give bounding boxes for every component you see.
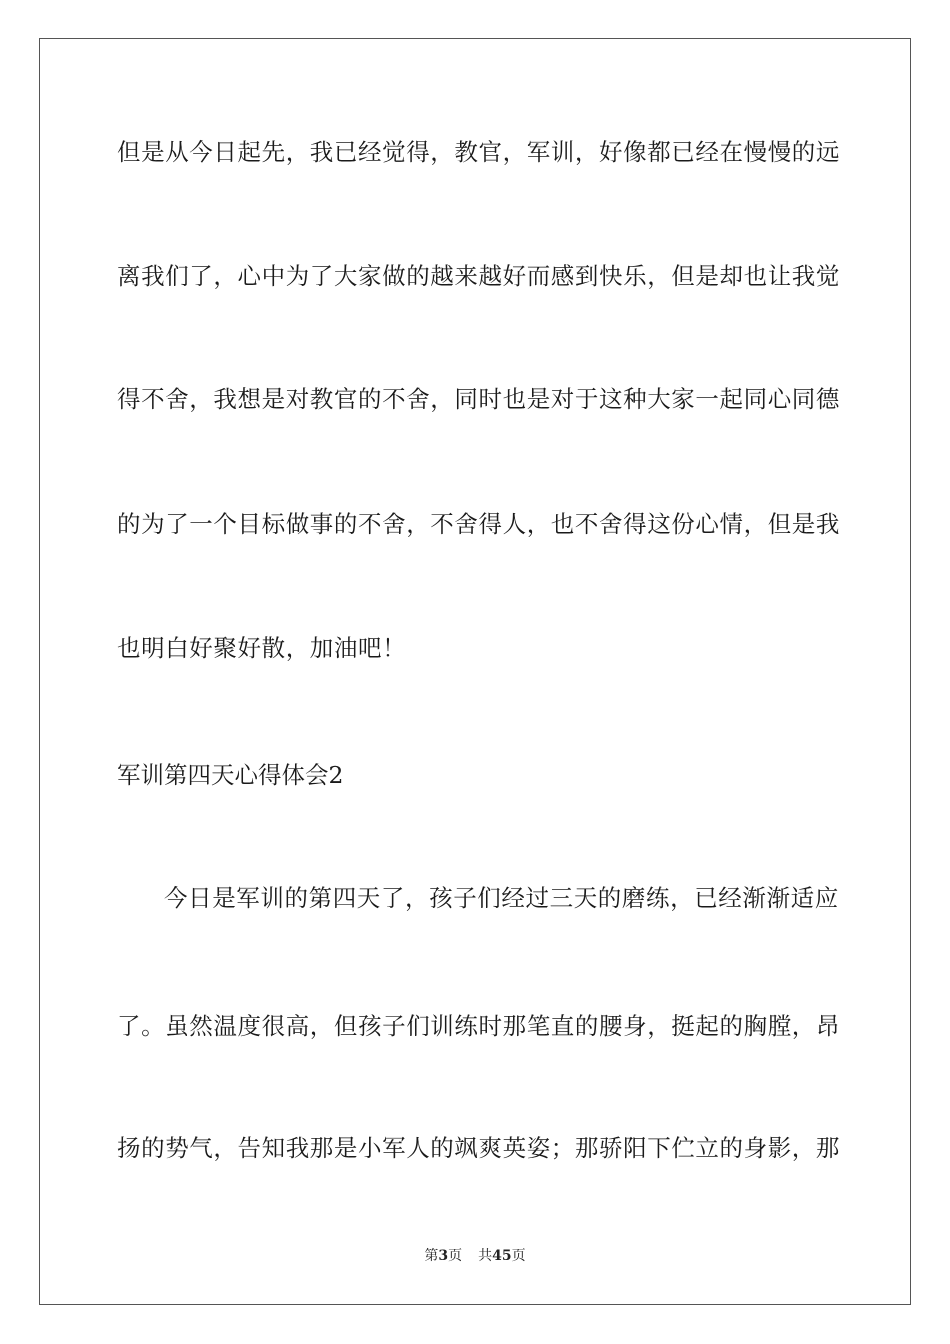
body-text-line: 扬的势气，告知我那是小军人的飒爽英姿；那骄阳下伫立的身影，那	[117, 1134, 840, 1162]
footer-page-prefix: 第	[424, 1248, 439, 1264]
footer-total-suffix: 页	[511, 1248, 526, 1264]
body-text-line: 的为了一个目标做事的不舍，不舍得人，也不舍得这份心情，但是我	[117, 510, 840, 538]
body-text-line: 离我们了，心中为了大家做的越来越好而感到快乐，但是却也让我觉	[117, 262, 840, 290]
footer-total-pages: 45	[492, 1248, 512, 1264]
body-text-line: 也明白好聚好散，加油吧！	[117, 634, 407, 662]
footer-total-prefix: 共	[478, 1248, 493, 1264]
page-border	[39, 38, 911, 1305]
section-title: 军训第四天心得体会2	[117, 761, 344, 789]
footer-page-number: 3	[438, 1248, 449, 1264]
body-text-line: 得不舍，我想是对教官的不舍，同时也是对于这种大家一起同心同德	[117, 385, 840, 413]
footer-page-suffix: 页	[448, 1248, 463, 1264]
page-footer	[0, 1247, 950, 1265]
body-text-line: 了。虽然温度很高，但孩子们训练时那笔直的腰身，挺起的胸膛，昂	[117, 1012, 840, 1040]
body-text-line: 今日是军训的第四天了，孩子们经过三天的磨练，已经渐渐适应	[164, 884, 839, 912]
body-text-line: 但是从今日起先，我已经觉得，教官，军训，好像都已经在慢慢的远	[117, 138, 840, 166]
